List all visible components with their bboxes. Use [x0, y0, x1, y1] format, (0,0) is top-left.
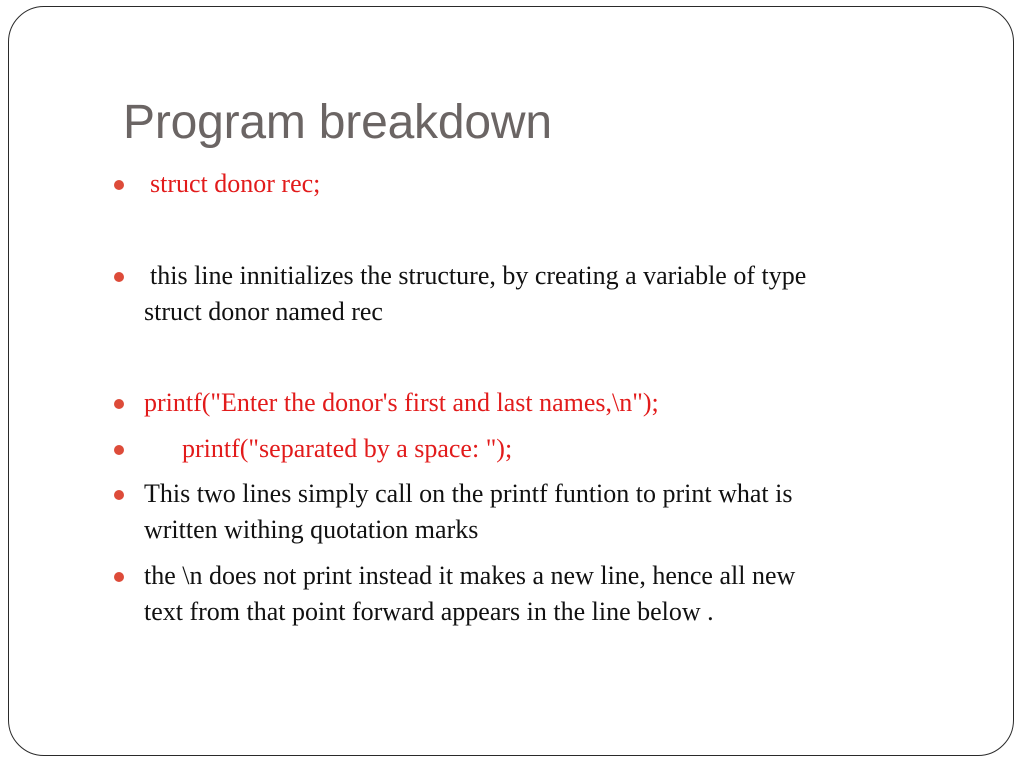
bullet-item — [144, 558, 944, 630]
bullet-text: the \n does not print instead it makes a new line, hence all new — [144, 561, 796, 590]
bullet-dot-icon — [114, 490, 124, 500]
bullet-dot-icon — [114, 180, 124, 190]
bullet-dot-icon — [114, 445, 124, 455]
bullet-text: printf("Enter the donor's first and last names,\n"); — [144, 388, 659, 417]
bullet-item — [144, 258, 944, 330]
bullet-dot-icon — [114, 572, 124, 582]
bullet-text-continued: struct donor named rec — [144, 297, 383, 326]
bullet-item — [144, 385, 944, 421]
slide-frame — [8, 6, 1014, 756]
bullet-dot-icon — [114, 272, 124, 282]
bullet-item — [144, 166, 944, 202]
bullet-text: This two lines simply call on the printf funtion to print what is — [144, 479, 793, 508]
bullet-text: struct donor rec; — [150, 169, 321, 198]
bullet-text-continued: written withing quotation marks — [144, 515, 479, 544]
bullet-item — [144, 431, 944, 467]
slide-title: Program breakdown — [123, 96, 552, 149]
bullet-text-continued: text from that point forward appears in the line below . — [144, 597, 714, 626]
bullet-text: this line innitializes the structure, by creating a variable of type — [150, 261, 807, 290]
bullet-text: printf("separated by a space: "); — [182, 434, 513, 463]
bullet-item — [144, 476, 944, 548]
bullet-dot-icon — [114, 399, 124, 409]
